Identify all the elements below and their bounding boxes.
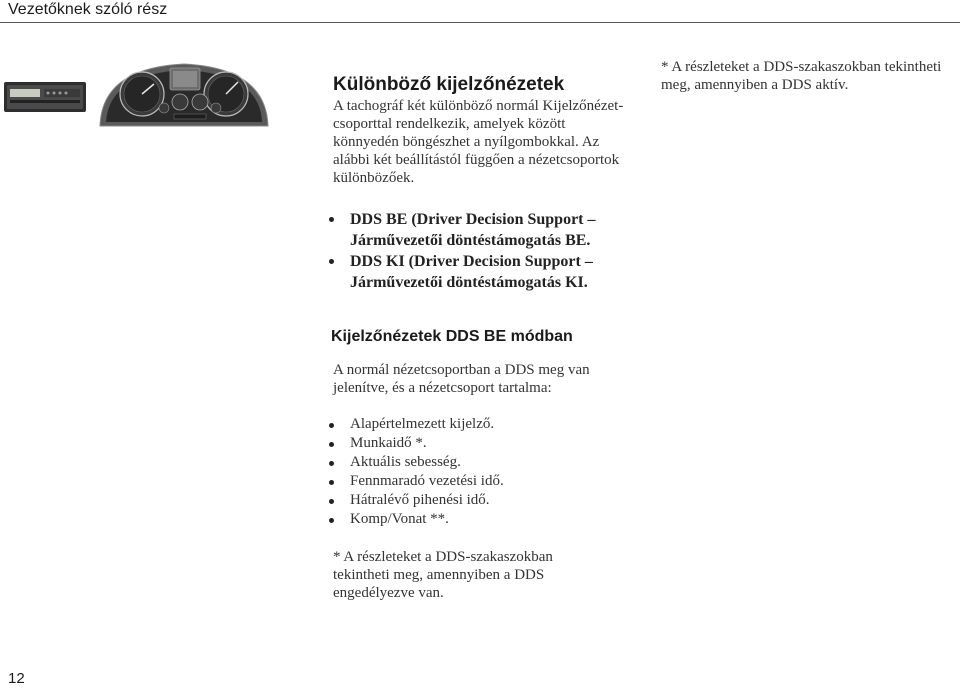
bullet-icon	[329, 461, 334, 466]
bullet-icon	[329, 518, 334, 523]
header-divider	[0, 22, 960, 23]
instrument-cluster-image	[100, 64, 268, 126]
bullet-icon	[329, 480, 334, 485]
list-item	[328, 251, 638, 293]
list-item-label: Munkaidő *.	[350, 435, 427, 451]
list-item-label: Fennmaradó vezetési idő.	[350, 473, 504, 489]
bullet-icon	[329, 423, 334, 428]
list-item	[328, 434, 628, 453]
list-item	[328, 209, 638, 251]
list-item	[328, 415, 628, 434]
list-item	[328, 491, 628, 510]
list-item-label: DDS KI (Driver Decision Support – Járművezetői döntéstámogatás KI.	[350, 253, 593, 291]
page-header	[0, 0, 960, 22]
list-item-label: Komp/Vonat **.	[350, 511, 449, 527]
section-title: Vezetőknek szóló rész	[8, 1, 168, 18]
bullet-icon	[329, 442, 334, 447]
tachograph-unit-image	[4, 82, 86, 112]
section-heading: Kijelzőnézetek DDS BE módban	[331, 328, 573, 345]
list-item-label: DDS BE (Driver Decision Support – Járművezetői döntéstámogatás BE.	[350, 211, 596, 249]
bullet-icon	[329, 259, 334, 264]
list-item	[328, 472, 628, 491]
list-item	[328, 510, 628, 529]
dds-active-note: * A részleteket a DDS-szakaszokban tekintheti meg, amennyiben a DDS aktív.	[661, 59, 942, 93]
list-item-label: Alapértelmezett kijelző.	[350, 416, 495, 432]
dds-mode-list	[328, 209, 638, 293]
bullet-icon	[329, 499, 334, 504]
list-item-label: Hátralévő pihenési idő.	[350, 492, 490, 508]
bullet-icon	[329, 217, 334, 222]
section-intro: A normál nézetcsoportban a DDS meg van jelenítve, és a nézetcsoport tartalma:	[333, 362, 590, 396]
dashboard-illustration	[4, 56, 270, 138]
intro-paragraph: A tachográf két különböző normál Kijelzőnézet-csoporttal rendelkezik, amelyek között könnyedén böngészhet a nyílgombokkal. Az alábbi két beállítástól függően a nézetcsoportok különbözőek.	[333, 98, 624, 186]
page-number: 12	[8, 670, 25, 687]
page-title: Különböző kijelzőnézetek	[333, 74, 565, 95]
dds-enabled-note: * A részleteket a DDS-szakaszokban tekintheti meg, amennyiben a DDS engedélyezve van.	[333, 549, 553, 601]
view-list	[328, 415, 628, 529]
list-item	[328, 453, 628, 472]
list-item-label: Aktuális sebesség.	[350, 454, 461, 470]
